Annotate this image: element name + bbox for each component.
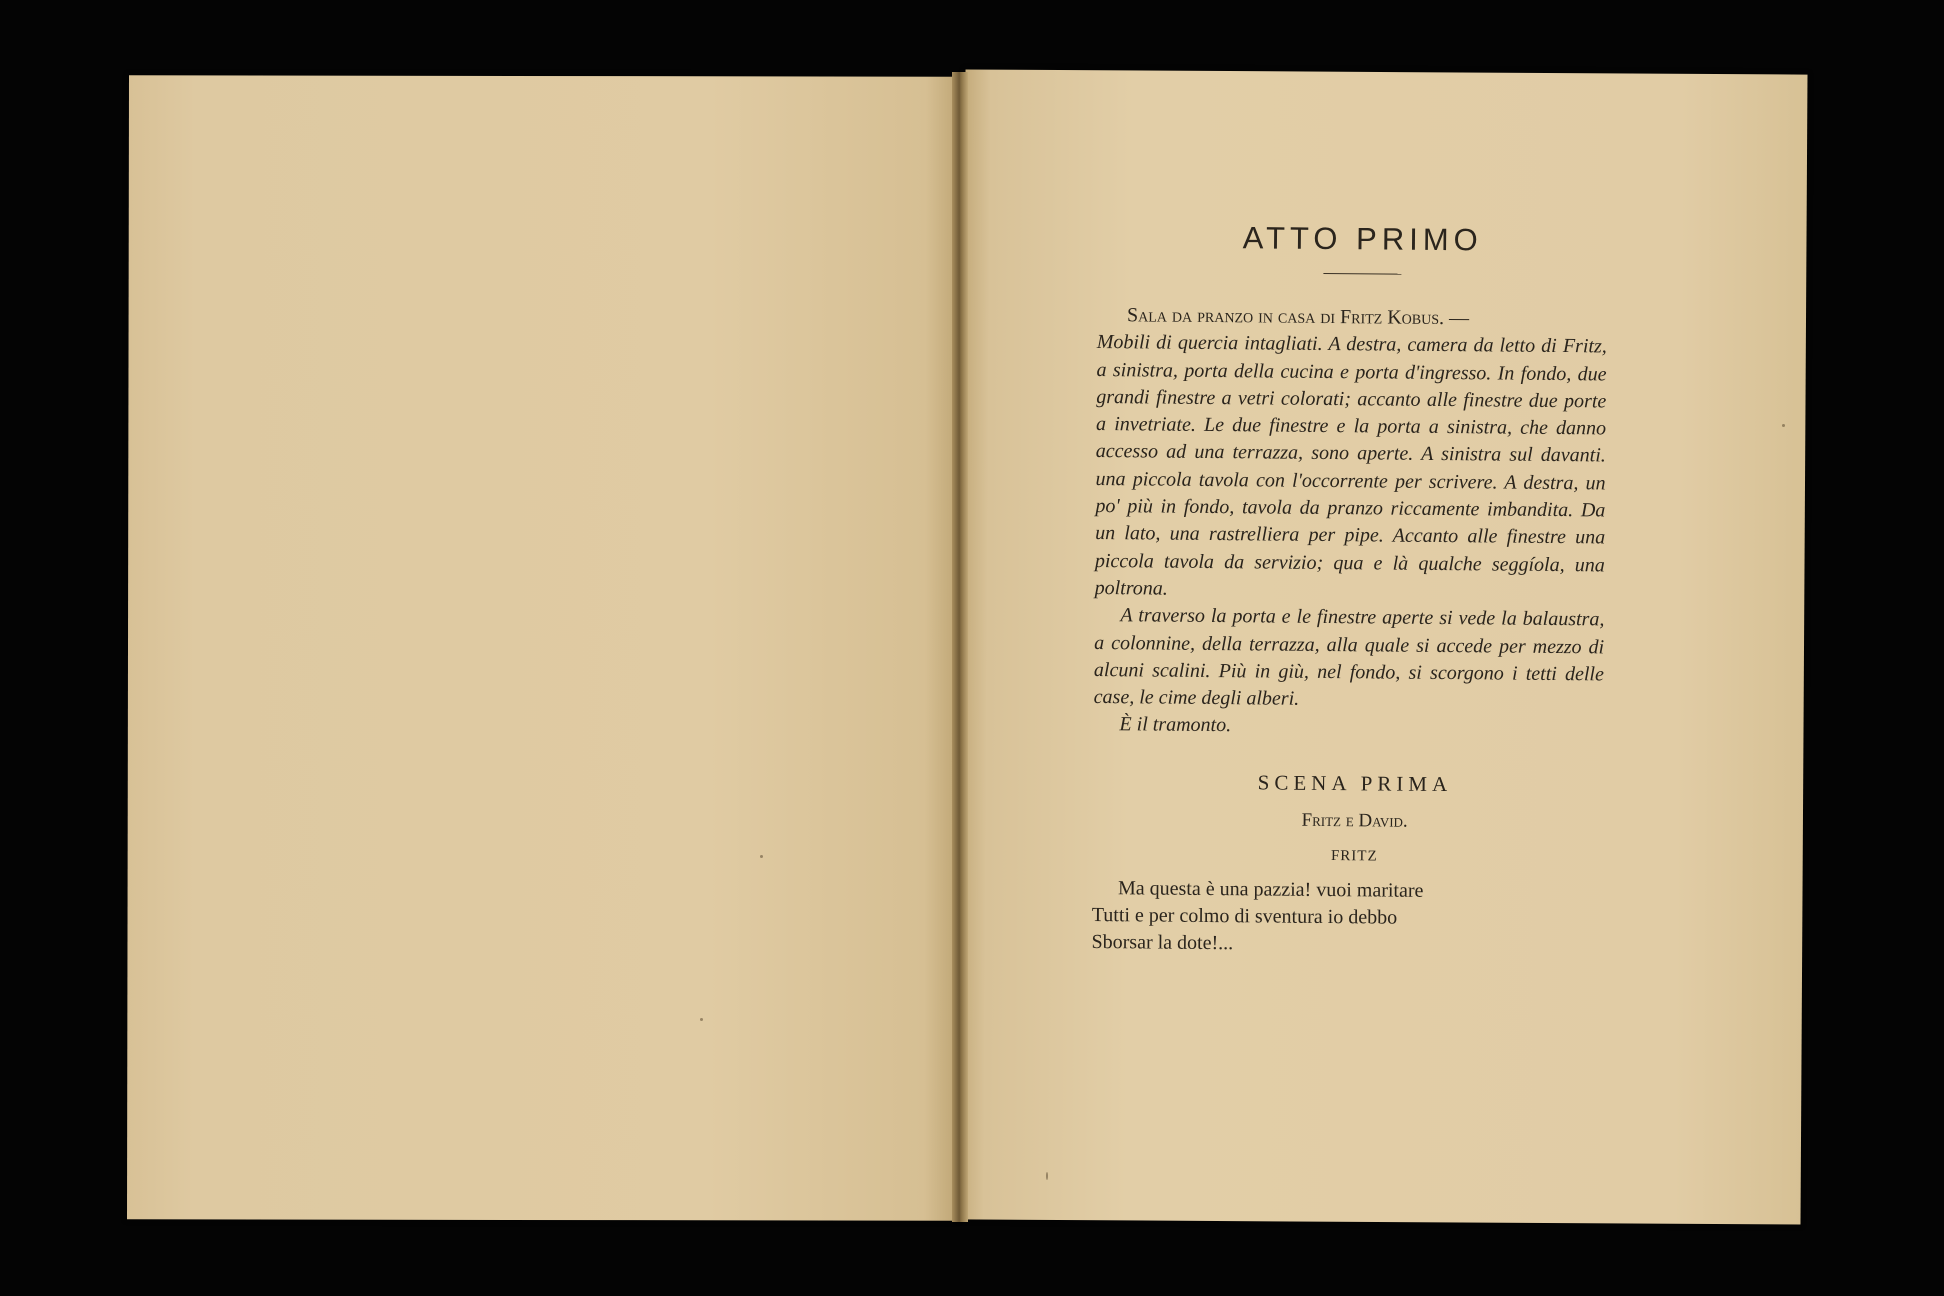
setting-paragraph-1: Mobili di quercia intagliati. A destra, camera da letto di Fritz, a sinistra, porta della cucina e porta d'ingresso. In fondo, due grandi finestre a vetri colorati; accanto alle finestre due porte a invetriate. Le due finestre e la porta a sinistra, che danno accesso ad una terrazza, sono aperte. A sinistra sul davanti. una piccola tavola con l'occorrente per scrivere. A destra, un po' più in fondo, tavola da pranzo riccamente imbandita. Da un lato, una rastrelliera per pipe. Accanto alle finestre una piccola tavola da servizio; qua e là qualche seggíola, una poltrona. <box>1094 331 1607 600</box>
verse-line: Tutti e per colmo di sventura io debbo <box>1091 903 1398 929</box>
paper-speck <box>1782 424 1785 427</box>
verse-line: Ma questa è una pazzia! vuoi maritare <box>1117 876 1424 902</box>
page-text <box>1091 205 1608 960</box>
act-title: ATTO PRIMO <box>1242 220 1483 258</box>
paper-speck <box>700 1018 703 1021</box>
book-gutter <box>952 72 968 1222</box>
scene-characters: Fritz e David. <box>1301 809 1408 832</box>
stage-directions <box>1093 302 1607 743</box>
paper-speck <box>1046 1172 1048 1180</box>
setting-paragraph-2: A traverso la porta e le finestre aperte si vede la balaustra, a colonnine, della terrazza, alla quale si accede per mezzo di alcuni scalini. Più in giù, nel fondo, si scorgono i tetti delle case, le cime degli alberi. <box>1093 604 1605 710</box>
dialogue-verse <box>1091 875 1602 960</box>
setting-paragraph-3: È il tramonto. <box>1119 713 1232 737</box>
speaker-name: FRITZ <box>1330 847 1378 865</box>
setting-heading: Sala da pranzo in casa di Fritz Kobus. — <box>1126 304 1470 330</box>
scene-title: SCENA PRIMA <box>1257 770 1453 796</box>
verse-line: Sborsar la dote!... <box>1091 930 1234 954</box>
paper-speck <box>760 855 763 858</box>
title-rule <box>1323 273 1401 275</box>
left-page-blank <box>127 75 959 1220</box>
